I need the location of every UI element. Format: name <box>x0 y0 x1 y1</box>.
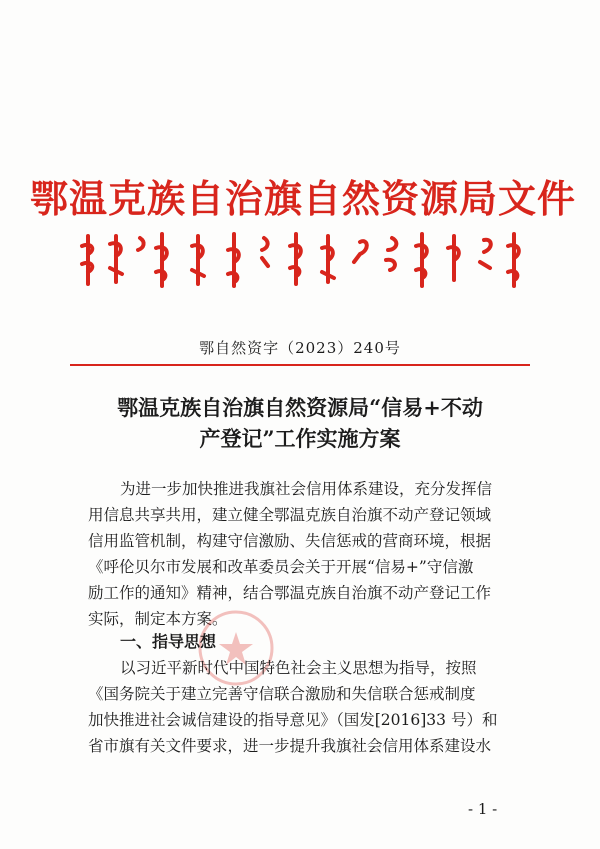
intro-line: 为进一步加快推进我旗社会信用体系建设，充分发挥信 <box>120 480 493 498</box>
page-number: - 1 - <box>468 800 498 818</box>
section1-line: 《国务院关于建立完善守信联合激励和失信联合惩戒制度 <box>88 685 476 703</box>
intro-line: 用信息共享共用，建立健全鄂温克族自治旗不动产登记领域 <box>88 506 492 524</box>
document-number: 鄂自然资字（2023）240号 <box>199 339 401 357</box>
document-title-line-2: 产登记”工作实施方案 <box>199 426 401 451</box>
intro-line: 《呼伦贝尔市发展和改革委员会关于开展“信易+”守信激 <box>88 558 474 576</box>
mongolian-script-title <box>70 228 530 290</box>
section1-line: 省市旗有关文件要求，进一步提升我旗社会信用体系建设水 <box>88 737 492 755</box>
section-heading-guiding-ideology: 一、指导思想 <box>120 632 217 651</box>
issuing-authority-title: 鄂温克族自治旗自然资源局文件 <box>30 176 577 221</box>
section1-line: 以习近平新时代中国特色社会主义思想为指导，按照 <box>120 659 477 677</box>
red-divider-line <box>70 364 530 366</box>
section1-paragraph <box>88 655 520 759</box>
intro-paragraph <box>88 476 520 632</box>
intro-line: 励工作的通知》精神，结合鄂温克族自治旗不动产登记工作 <box>88 584 492 602</box>
document-title-line-1: 鄂温克族自治旗自然资源局“信易+不动 <box>117 395 483 420</box>
intro-line: 实际，制定本方案。 <box>88 610 228 628</box>
section1-line: 加快推进社会诚信建设的指导意见》（国发[2016]33 号）和 <box>88 711 498 729</box>
intro-line: 信用监管机制，构建守信激励、失信惩戒的营商环境，根据 <box>88 532 492 550</box>
document-title <box>60 392 540 454</box>
